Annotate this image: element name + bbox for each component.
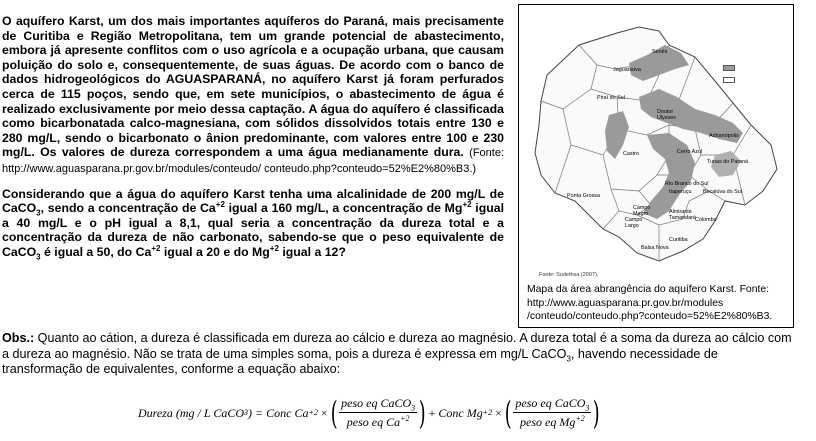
subscript: 3 (411, 403, 416, 413)
subscript: 3 (585, 403, 590, 413)
intro-text: O aquífero Karst, um dos mais importantes aquíferos do Paraná, mais precisamente de Curitiba e Região Metropolitana, tem um grande potencial de abastecimento, embora já apresente conflitos com o uso agrícola e a ocupação urbana, que causam poluição do solo e, consequentemente, de suas águas. De acordo com o banco de dados hidrogeológicos do AGUASPARANÁ, no aquífero Karst já foram perfurados cerca de 115 poços, sendo que, em sete municípios, o abastecimento de água é realizado exclusivamente por meio dessa captação. A água do aquífero é classificada como bicarbonatada calco-magnesiana, com sólidos dissolvidos totais entre 130 e 280 mg/L, sendo o bicarbonato o ânion predominante, com valores entre 100 e 230 mg/L. Os valores de dureza correspondem a uma água medianamente dura. (2, 14, 504, 160)
fraction-denominator (345, 413, 412, 430)
legend-swatch-aquifer (723, 65, 735, 71)
fraction-denominator (518, 413, 587, 430)
city-label: Castro (623, 151, 639, 157)
times-symbol: × (320, 405, 328, 420)
city-label: Ponta Grossa (567, 193, 600, 199)
fraction-ca (339, 396, 417, 430)
numerator-text: peso eq CaCO (515, 396, 586, 410)
text-column (2, 14, 504, 260)
city-label: Senés (652, 49, 668, 55)
left-paren: ( (330, 394, 338, 432)
obs-text: Quanto ao cátion, a dureza é classificada em dureza ao cálcio e dureza ao magnésio. A dureza total é a soma da dureza ao cálcio com a dureza ao magnésio. Não se trata de uma simples soma, pois a dureza é expressa em mg/L CaCO (2, 331, 792, 361)
city-label: Tunas do Paraná (707, 159, 749, 165)
city-label: Curitiba (669, 237, 688, 243)
superscript-charge: +2 (151, 243, 161, 253)
obs-text-2: , havendo necessidade de transformação de equivalentes, conforme a equação abaixo: (2, 346, 718, 377)
city-label: Cerro Azul (677, 149, 703, 155)
city-label: Bocaiúva do Sul (703, 189, 742, 195)
legend-swatch-region (723, 77, 735, 83)
city-label: Balsa Nova (641, 245, 669, 251)
question-paragraph (2, 187, 504, 260)
city-label: Campo Magro (633, 205, 651, 217)
superscript-charge: +2 (269, 243, 279, 253)
subscript: 3 (36, 208, 41, 218)
city-label: Adrianópolis (709, 133, 739, 139)
times-symbol: × (495, 405, 502, 420)
city-label: Piraí do Sul (597, 95, 625, 101)
map-credit: Fonte: Sudethsa (2007). (539, 272, 599, 278)
right-paren: ) (418, 394, 426, 432)
question-text-5: é igual a 50, do Ca (40, 244, 152, 259)
superscript-charge: +2 (575, 414, 585, 423)
question-text-1: Considerando que a água do aquífero Karst tenha uma alcalinidade de 200 mg/L de CaCO (2, 186, 504, 216)
obs-label: Obs.: (2, 331, 35, 345)
city-label: Jaguariaíva (613, 67, 641, 73)
city-label: Campo Largo (625, 217, 643, 229)
superscript-charge: +2 (400, 414, 410, 423)
formula-conc-mg: Conc Mg (438, 405, 483, 420)
city-label: Doutor Ulysses (657, 109, 676, 121)
map-figure (518, 4, 794, 328)
fraction-numerator (339, 396, 417, 413)
left-paren: ( (504, 394, 512, 432)
superscript-charge: +2 (462, 200, 472, 210)
subscript: 3 (36, 252, 41, 262)
question-text-7: igual a 12? (278, 244, 346, 259)
superscript-charge: +2 (215, 200, 225, 210)
formula-conc-ca: ) = Conc Ca (248, 405, 309, 420)
city-label: Rio Branco do Sul (665, 181, 709, 187)
aquifer-map (519, 5, 793, 275)
hardness-equation: Dureza (mg / L CaCO 3 ) = Conc Ca +2 × ( $\frac{peso eq CaCO_3}{peso eq Ca^{+2}}$ ) + Conc Mg +2 × ( $\frac{peso eq CaCO_3}{peso eq Mg^{+2}}$ ) (138, 394, 601, 432)
fraction-mg (513, 396, 591, 430)
intro-paragraph (2, 14, 504, 177)
fraction-numerator (513, 396, 591, 413)
city-label: Itaperuçu (669, 189, 692, 195)
question-text-4: igual a 40 mg/L e o pH igual a 8,1, qual seria a concentração da dureza total e a concentração da dureza de não carbonato, sabendo-se que o peso equivalente de CaCO (2, 201, 504, 259)
numerator-text: peso eq CaCO (341, 396, 412, 410)
denominator-text: peso eq Mg (520, 415, 576, 429)
denominator-text: peso eq Ca (346, 415, 401, 429)
question-text-2: , sendo a concentração de Ca (40, 201, 216, 216)
right-paren: ) (593, 394, 601, 432)
intro-source: (Fonte: http://www.aguasparana.pr.gov.br/modules/conteudo/ conteudo.php?conteudo=52%E2%80%B3.) (2, 147, 505, 175)
question-text-3: igual a 160 mg/L, a concentração de Mg (224, 201, 463, 216)
obs-paragraph (2, 331, 798, 378)
city-label: Colombo (695, 217, 717, 223)
formula-lhs: Dureza (mg / L CaCO (138, 405, 245, 420)
city-label: Almirante Tamandaré (669, 209, 696, 221)
question-text-6: igual a 20 e do Mg (160, 244, 270, 259)
plus-symbol: + (428, 405, 436, 420)
map-caption: Mapa da área abrangência do aquífero Karst. Fonte: http://www.aguasparana.pr.gov.br/modules /conteudo/conteudo.php?conteudo=52%E2%80%B3. (527, 284, 773, 322)
subscript: 3 (566, 354, 571, 364)
